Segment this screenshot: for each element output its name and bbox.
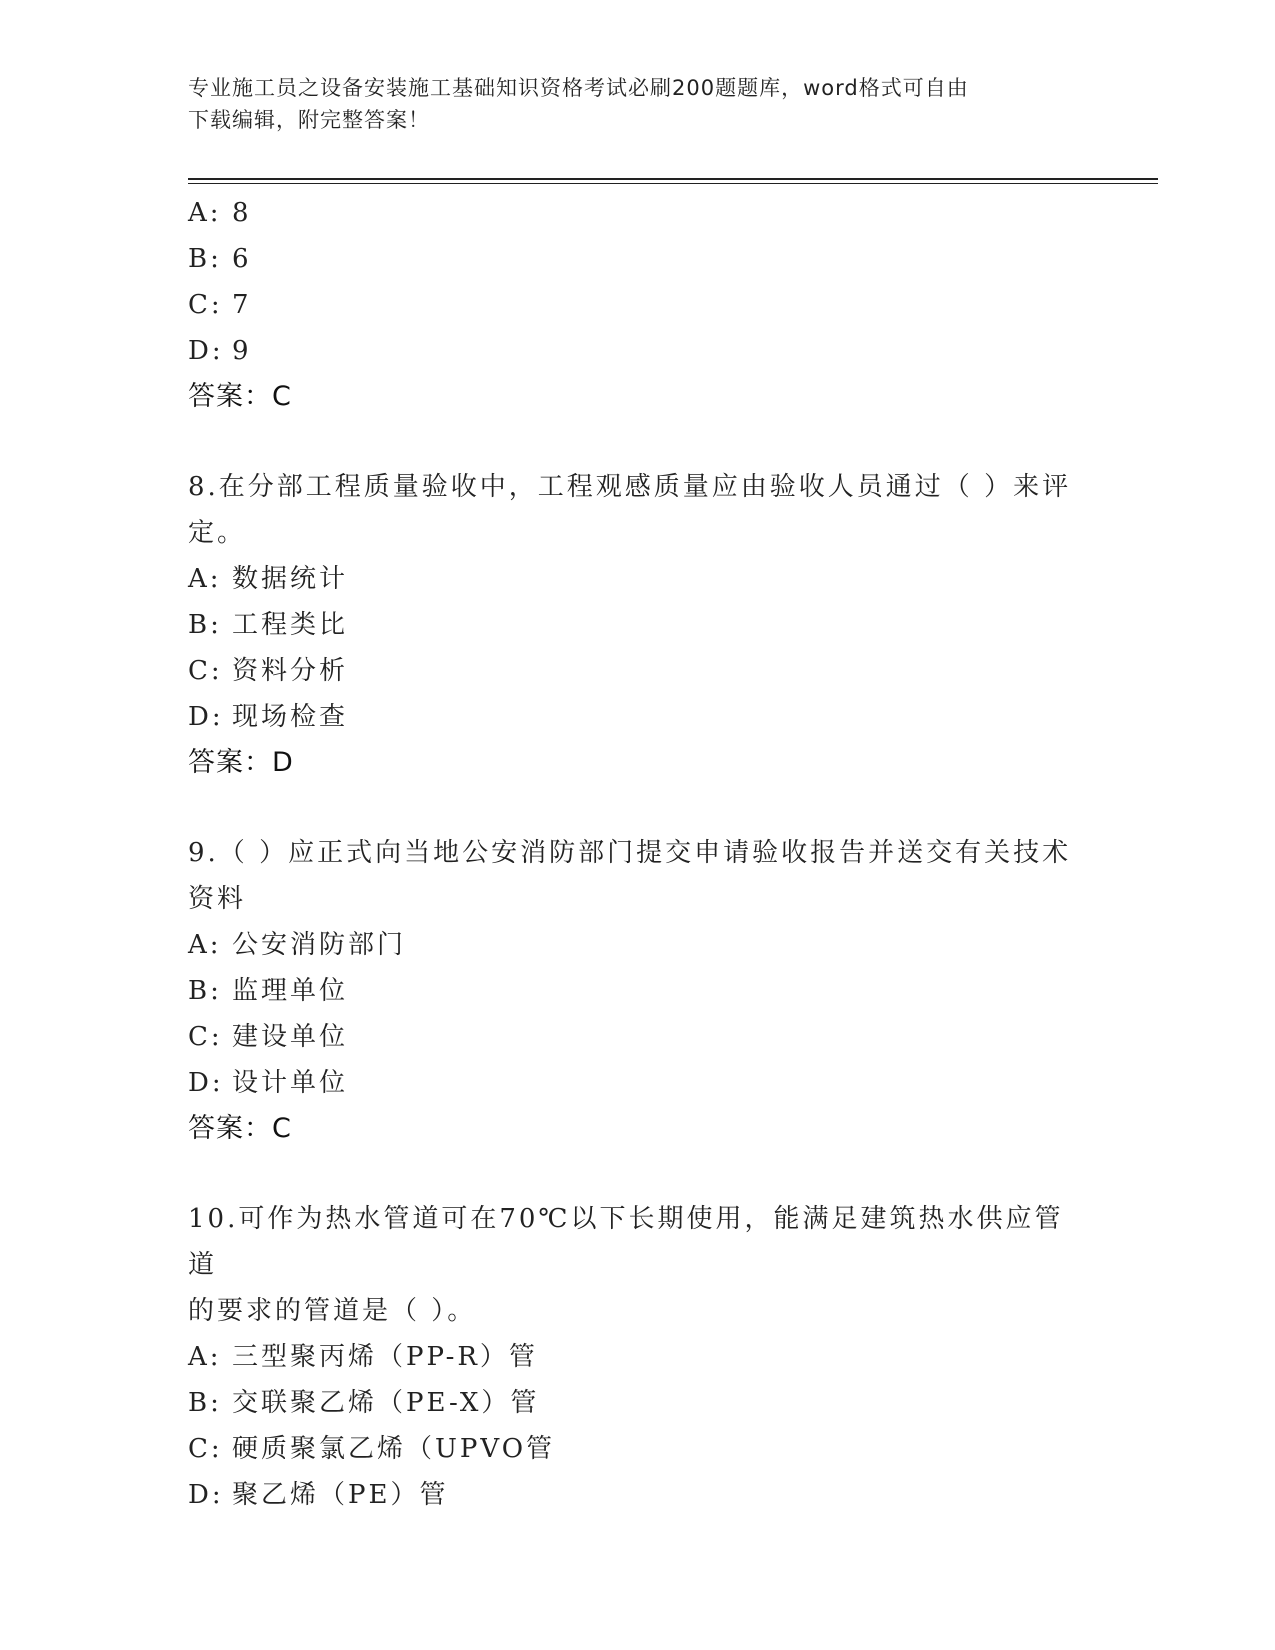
option-d: D: 现场检查 — [188, 702, 349, 732]
option-c: C: 建设单位 — [188, 1022, 349, 1052]
question-text — [188, 464, 1088, 556]
question-line: 的要求的管道是（ ）。 — [188, 1296, 477, 1326]
question-block-7 — [188, 190, 1088, 420]
option-a: A: 三型聚丙烯（PP-R）管 — [188, 1342, 538, 1372]
answer-line: 答案：C — [188, 1113, 292, 1144]
option-b: B: 6 — [188, 244, 252, 274]
option-d: D: 9 — [188, 336, 252, 366]
option-b: B: 监理单位 — [188, 976, 349, 1006]
document-header — [188, 72, 1088, 136]
option-d: D: 聚乙烯（PE）管 — [188, 1480, 449, 1510]
header-divider-thick — [188, 178, 1158, 180]
option-c: C: 硬质聚氯乙烯（UPVO管 — [188, 1434, 556, 1464]
option-a: A: 公安消防部门 — [188, 930, 407, 960]
question-text — [188, 1196, 1088, 1334]
option-a: A: 数据统计 — [188, 564, 349, 594]
header-line-2: 下载编辑，附完整答案！ — [188, 108, 430, 132]
header-line-1: 专业施工员之设备安装施工基础知识资格考试必刷200题题库，word格式可自由 — [188, 76, 969, 100]
question-line: 10.可作为热水管道可在70℃以下长期使用，能满足建筑热水供应管道 — [188, 1204, 1064, 1280]
option-d: D: 设计单位 — [188, 1068, 349, 1098]
question-list — [188, 190, 1088, 1518]
answer-line: 答案：D — [188, 747, 294, 778]
question-text — [188, 830, 1088, 922]
question-block-8 — [188, 464, 1088, 786]
question-line: 9.（ ）应正式向当地公安消防部门提交申请验收报告并送交有关技术 — [188, 838, 1072, 868]
option-c: C: 资料分析 — [188, 656, 349, 686]
option-b: B: 工程类比 — [188, 610, 349, 640]
option-c: C: 7 — [188, 290, 252, 320]
question-line: 8.在分部工程质量验收中，工程观感质量应由验收人员通过（ ）来评 — [188, 472, 1072, 502]
question-line: 定。 — [188, 518, 247, 548]
option-a: A: 8 — [188, 198, 252, 228]
answer-line: 答案：C — [188, 381, 292, 412]
header-divider-thin — [188, 183, 1158, 184]
option-b: B: 交联聚乙烯（PE-X）管 — [188, 1388, 540, 1418]
question-block-9 — [188, 830, 1088, 1152]
question-line: 资料 — [188, 884, 247, 914]
question-block-10 — [188, 1196, 1088, 1518]
